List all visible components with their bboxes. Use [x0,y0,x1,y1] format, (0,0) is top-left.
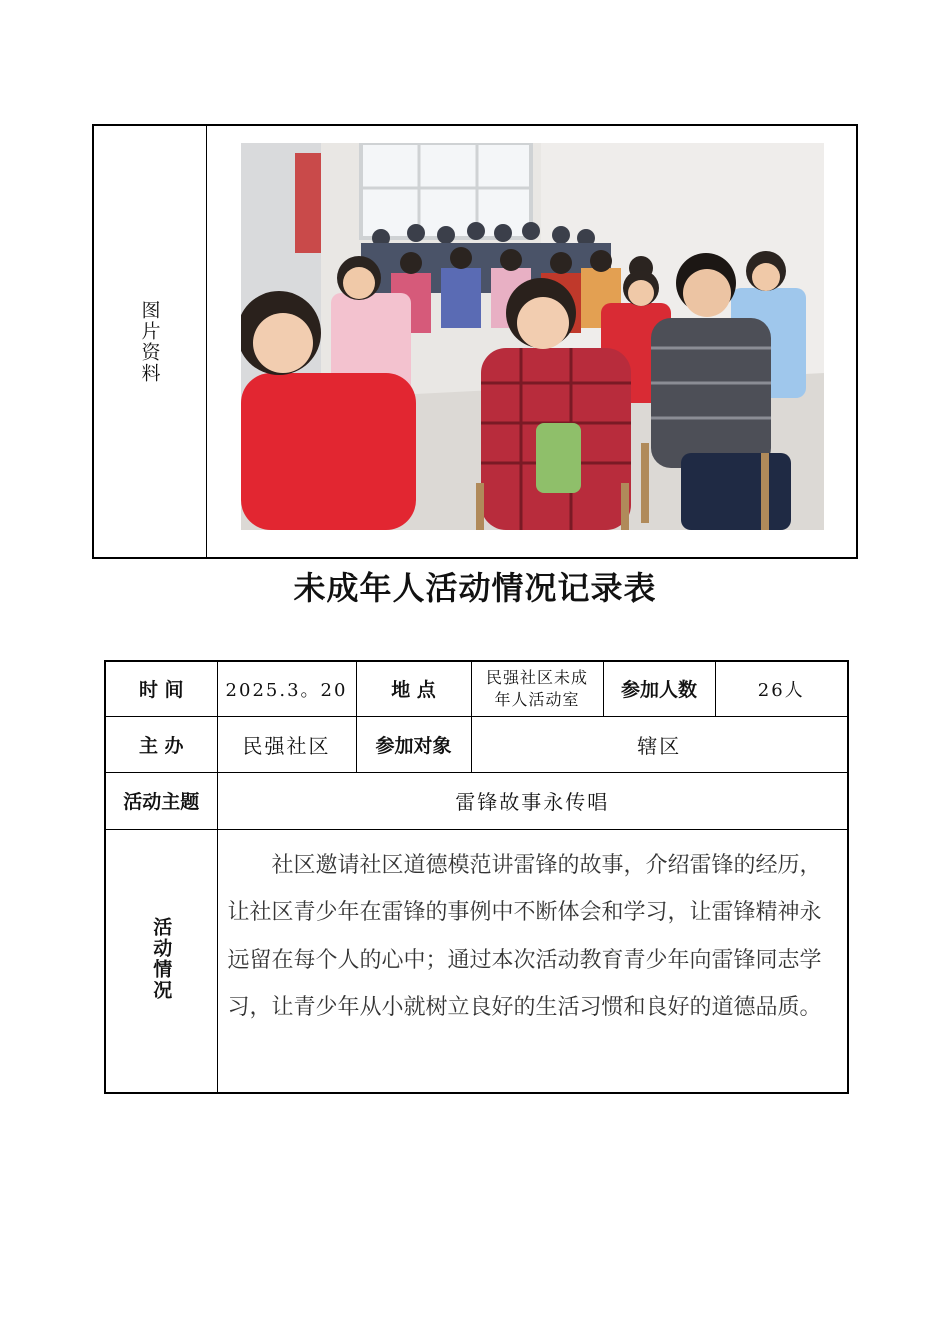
page-title: 未成年人活动情况记录表 [293,569,657,607]
place-value-text: 民强社区未成年人活动室 [485,667,588,709]
photo-section [92,124,858,559]
participant-count-value: 26人 [715,661,848,716]
photo-label-cell [94,126,207,557]
activity-photo [241,143,824,530]
details-value: 社区邀请社区道德模范讲雷锋的故事，介绍雷锋的经历，让社区青少年在雷锋的事例中不断体会和学习，让雷锋精神永远留在每个人的心中；通过本次活动教育青少年向雷锋同志学习，让青少年从小就树立良好的生活习惯和良好的道德品质。 [217,829,848,1093]
time-value: 2025.3。20 [217,661,356,716]
place-label: 地 点 [356,661,471,716]
table-row [105,829,848,1093]
participant-count-label: 参加人数 [603,661,715,716]
table-row [105,772,848,829]
host-label: 主 办 [105,716,217,772]
theme-label: 活动主题 [105,772,217,829]
activity-record-table [104,660,849,1094]
time-label: 时 间 [105,661,217,716]
photo-label: 图片资料 [138,299,161,384]
host-value: 民强社区 [217,716,356,772]
table-row [105,661,848,716]
details-label-cell [105,829,217,1093]
place-value [471,661,603,716]
target-value: 辖区 [471,716,848,772]
target-label: 参加对象 [356,716,471,772]
details-label: 活动情况 [150,916,173,1001]
theme-value: 雷锋故事永传唱 [217,772,848,829]
table-row [105,716,848,772]
